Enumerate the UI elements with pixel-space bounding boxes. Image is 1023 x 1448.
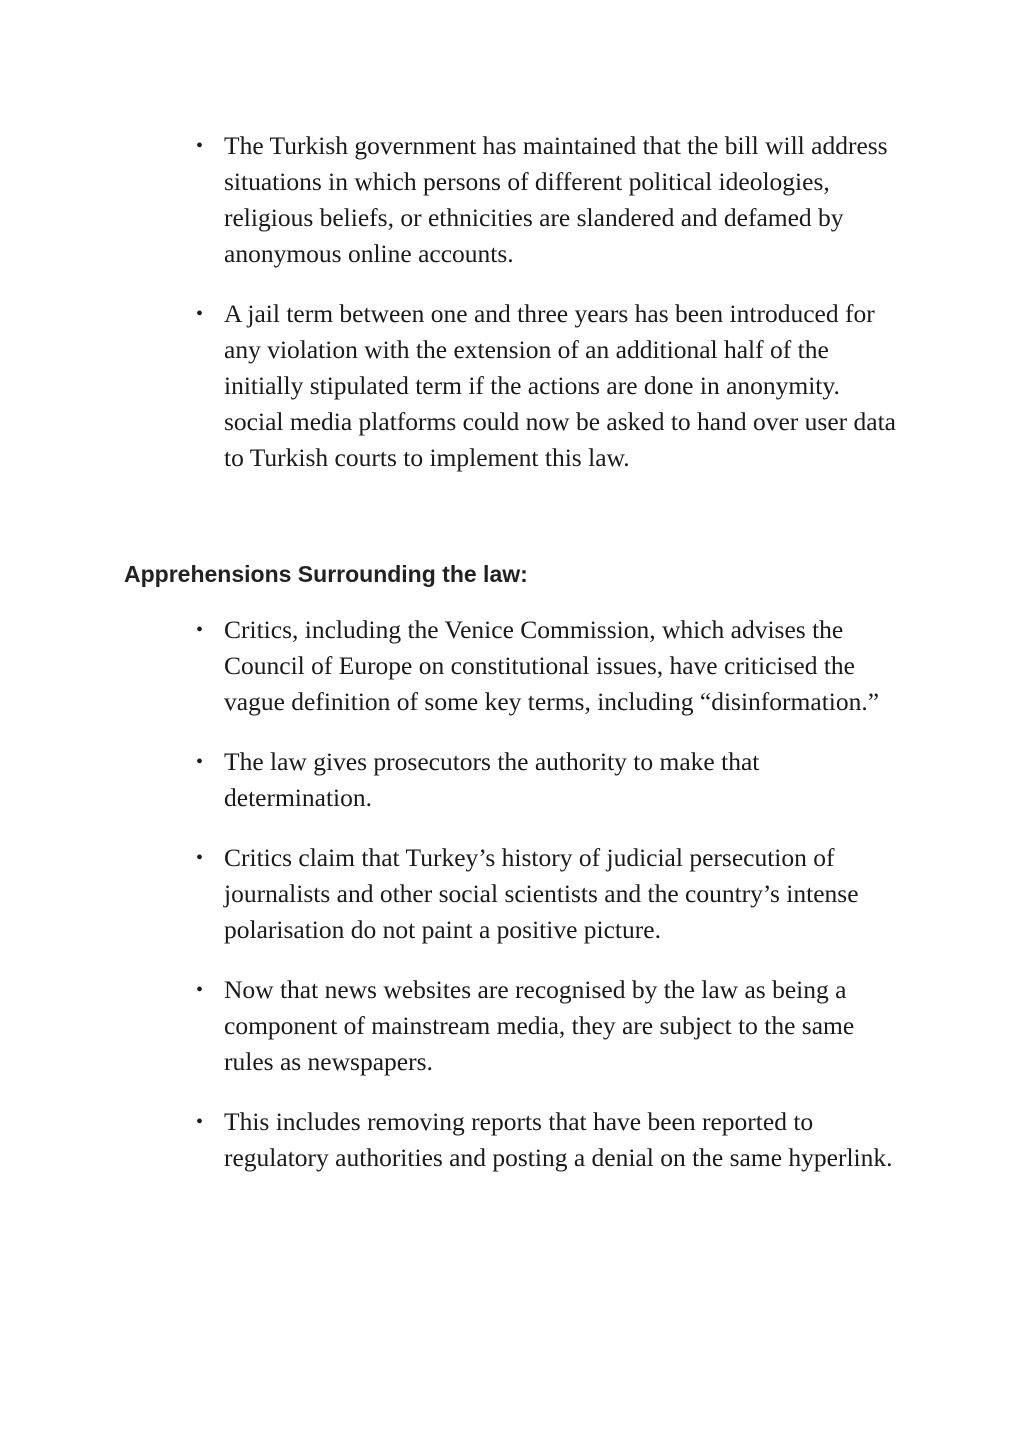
bullet-text: Critics, including the Venice Commission, which advises the Council of Europe on constitutional issues, have criticised the vague definition of some key terms, including “disinformation.” <box>224 615 880 716</box>
bullet-icon: • <box>196 979 204 1001</box>
bullet-text: The Turkish government has maintained that the bill will address situations in which persons of different political ideologies, religious beliefs, or ethnicities are slandered and defamed by anonymous online accounts. <box>224 131 888 268</box>
list-item <box>0 1104 904 1176</box>
bullet-icon: • <box>196 135 204 157</box>
intro-bullet-list <box>0 128 1023 500</box>
list-item <box>0 128 904 272</box>
bullet-icon: • <box>196 619 204 641</box>
bullet-icon: • <box>196 847 204 869</box>
bullet-icon: • <box>196 751 204 773</box>
bullet-text: This includes removing reports that have been reported to regulatory authorities and posting a denial on the same hyperlink. <box>224 1107 893 1172</box>
bullet-text: A jail term between one and three years has been introduced for any violation with the extension of an additional half of the initially stipulated term if the actions are done in anonymity. social media platforms could now be asked to hand over user data to Turkish courts to implement this law. <box>224 299 897 472</box>
list-item <box>0 612 904 720</box>
list-item <box>0 840 904 948</box>
list-item <box>0 744 904 816</box>
bullet-icon: • <box>196 1111 204 1133</box>
apprehensions-bullet-list <box>0 612 1023 1200</box>
bullet-text: Critics claim that Turkey’s history of judicial persecution of journalists and other social scientists and the country’s intense polarisation do not paint a positive picture. <box>224 843 859 944</box>
section-heading: Apprehensions Surrounding the law: <box>124 561 528 587</box>
bullet-icon: • <box>196 303 204 325</box>
bullet-text: Now that news websites are recognised by the law as being a component of mainstream media, they are subject to the same rules as newspapers. <box>224 975 855 1076</box>
list-item <box>0 296 904 476</box>
list-item <box>0 972 904 1080</box>
bullet-text: The law gives prosecutors the authority to make that determination. <box>224 747 760 812</box>
